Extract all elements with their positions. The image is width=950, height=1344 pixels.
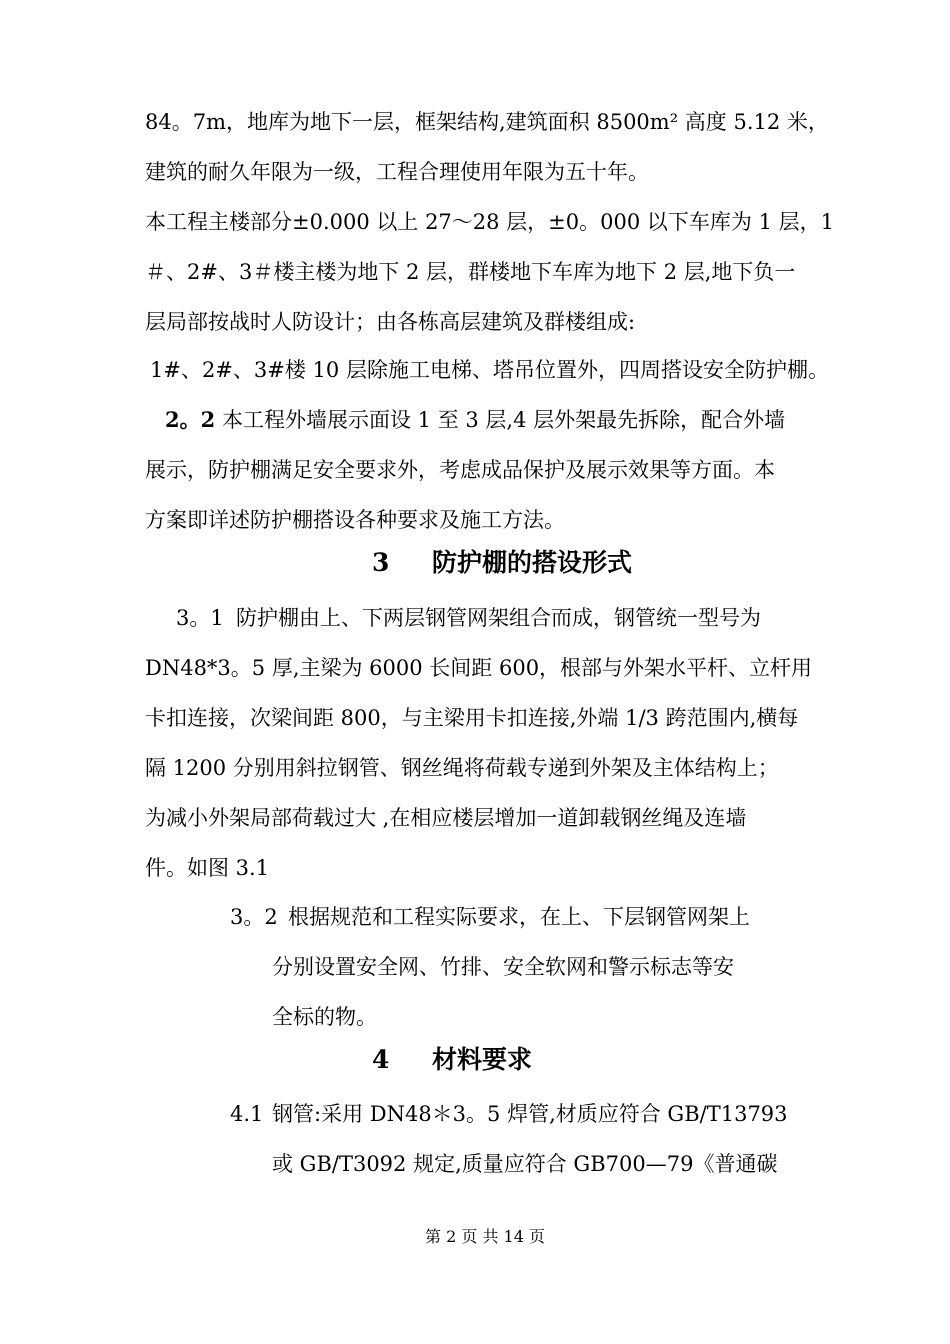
text-line-content: 展示，防护棚满足安全要求外，考虑成品保护及展示效果等方面。本 xyxy=(145,458,775,482)
text-line-content: 钢管:采用 DN48＊3。5 焊管,材质应符合 GB/T13793 xyxy=(272,1102,788,1126)
text-line-content: 方案即详述防护棚搭设各种要求及施工方法。 xyxy=(145,508,565,532)
text-line-content: DN48*3。5 厚,主梁为 6000 长间距 600，根部与外架水平杆、立杆用 xyxy=(145,656,813,680)
page-number: 第 2 页 共 14 页 xyxy=(425,1227,545,1246)
text-line-content: 本工程主楼部分±0.000 以上 27～28 层，±0。000 以下车库为 1 层，1 xyxy=(145,210,834,234)
heading-number: 4 xyxy=(372,1045,390,1074)
heading-title: 防护棚的搭设形式 xyxy=(432,548,633,577)
text-line-content: 卡扣连接，次梁间距 800，与主梁用卡扣连接,外端 1/3 跨范围内,横每 xyxy=(145,706,799,730)
text-line-content: 分别设置安全网、竹排、安全软网和警示标志等安 xyxy=(272,955,734,979)
heading-number: 3 xyxy=(372,548,390,577)
text-line-content: ＃、2#、3＃楼主楼为地下 2 层，群楼地下车库为地下 2 层,地下负一 xyxy=(145,260,796,284)
section-number: 3。1 xyxy=(176,606,224,630)
section-number: 2。2 xyxy=(165,407,216,432)
text-line-content: 为减小外架局部荷载过大 ,在相应楼层增加一道卸载钢丝绳及连墙 xyxy=(145,806,747,830)
text-line-content: 隔 1200 分别用斜拉钢管、钢丝绳将荷载专递到外架及主体结构上； xyxy=(145,756,779,780)
text-line-content: 防护棚由上、下两层钢管网架组合而成，钢管统一型号为 xyxy=(236,606,761,630)
text-line-content: 根据规范和工程实际要求，在上、下层钢管网架上 xyxy=(288,905,750,929)
text-line-content: 1#、2#、3#楼 10 层除施工电梯、塔吊位置外，四周搭设安全防护棚。 xyxy=(150,358,829,382)
text-line-content: 84。7m，地库为地下一层，框架结构,建筑面积 8500m² 高度 5.12 米， xyxy=(145,110,829,134)
section-number: 4.1 xyxy=(230,1102,264,1126)
text-line-content: 件。如图 3.1 xyxy=(145,856,270,880)
text-line-content: 全标的物。 xyxy=(272,1005,377,1029)
text-line-content: 或 GB/T3092 规定,质量应符合 GB700—79《普通碳 xyxy=(272,1152,778,1176)
text-line-content: 层局部按战时人防设计；由各栋高层建筑及群楼组成: xyxy=(145,310,636,334)
text-line-content: 建筑的耐久年限为一级，工程合理使用年限为五十年。 xyxy=(145,160,649,184)
section-number: 3。2 xyxy=(230,905,278,929)
heading-title: 材料要求 xyxy=(432,1045,533,1074)
text-line-content: 本工程外墙展示面设 1 至 3 层,4 层外架最先拆除，配合外墙 xyxy=(222,408,786,432)
